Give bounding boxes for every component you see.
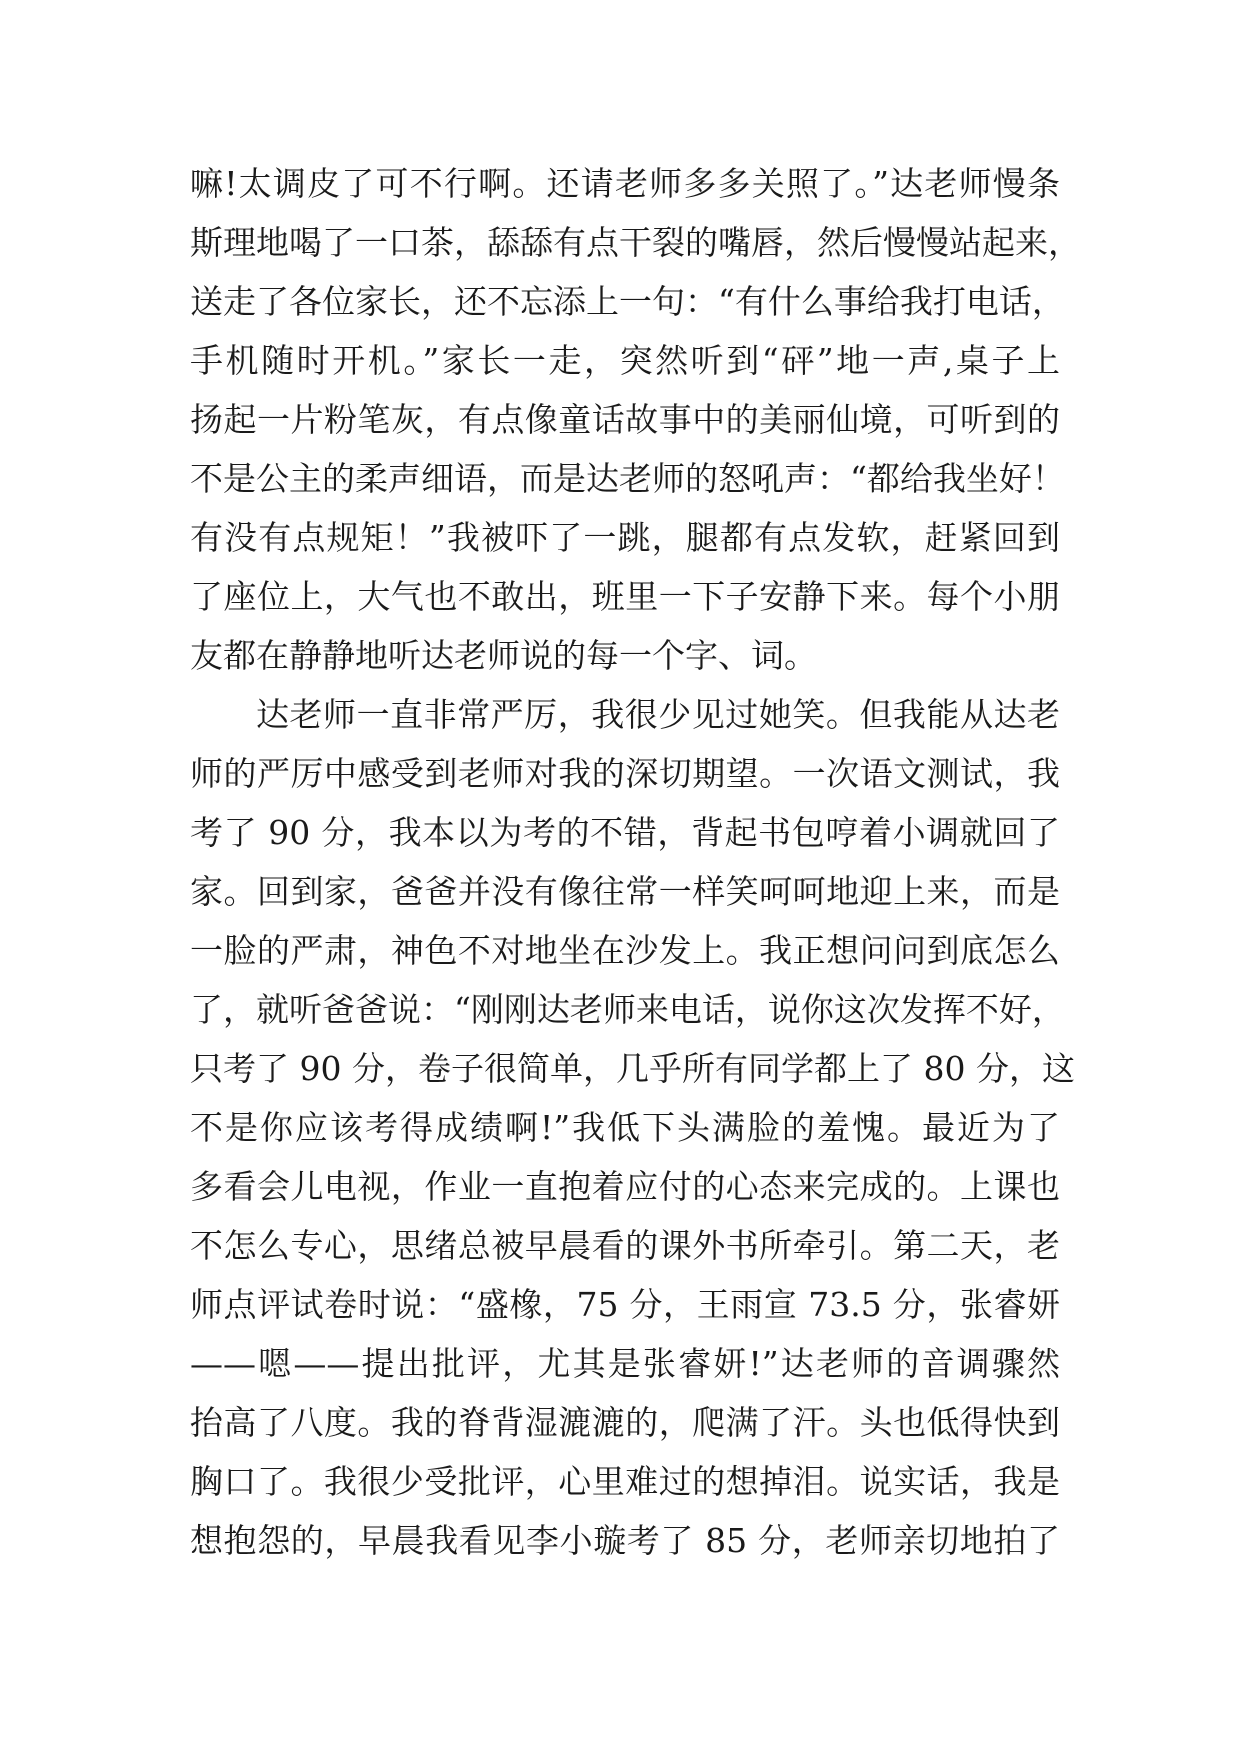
text-line: 师的严厉中感受到老师对我的深切期望。一次语文测试，我 <box>190 754 1060 793</box>
paragraph-first-line: 达老师一直非常严厉，我很少见过她笑。但我能从达老 <box>256 695 1060 734</box>
text-line: 嘛!太调皮了可不行啊。还请老师多多关照了。”达老师慢条 <box>190 164 1060 203</box>
text-line: 不是你应该考得成绩啊!”我低下头满脸的羞愧。最近为了 <box>190 1108 1060 1147</box>
text-line: 友都在静静地听达老师说的每一个字、词。 <box>190 636 817 675</box>
text-line: 手机随时开机。”家长一走，突然听到“砰”地一声,桌子上 <box>190 341 1060 380</box>
text-line: 一脸的严肃，神色不对地坐在沙发上。我正想问问到底怎么 <box>190 931 1060 970</box>
text-line: 想抱怨的，早晨我看见李小璇考了 85 分，老师亲切地拍了 <box>190 1521 1060 1560</box>
text-line: 不怎么专心，思绪总被早晨看的课外书所牵引。第二天，老 <box>190 1226 1060 1265</box>
text-line: 不是公主的柔声细语，而是达老师的怒吼声：“都给我坐好！ <box>190 459 1065 498</box>
text-line: 考了 90 分，我本以为考的不错，背起书包哼着小调就回了 <box>190 813 1060 852</box>
text-line: 师点评试卷时说：“盛橡，75 分，王雨宣 73.5 分，张睿妍 <box>190 1285 1060 1324</box>
body-text <box>190 154 1081 1570</box>
text-line: 只考了 90 分，卷子很简单，几乎所有同学都上了 80 分，这 <box>190 1049 1075 1088</box>
text-line: 了，就听爸爸说：“刚刚达老师来电话，说你这次发挥不好， <box>190 990 1065 1029</box>
text-line: 家。回到家，爸爸并没有像往常一样笑呵呵地迎上来，而是 <box>190 872 1060 911</box>
text-line: 抬高了八度。我的脊背湿漉漉的，爬满了汗。头也低得快到 <box>190 1403 1060 1442</box>
text-line: ——嗯——提出批评，尤其是张睿妍!”达老师的音调骤然 <box>190 1344 1060 1383</box>
text-line: 多看会儿电视，作业一直抱着应付的心态来完成的。上课也 <box>190 1167 1060 1206</box>
text-line: 胸口了。我很少受批评，心里难过的想掉泪。说实话，我是 <box>190 1462 1060 1501</box>
text-line: 扬起一片粉笔灰，有点像童话故事中的美丽仙境，可听到的 <box>190 400 1060 439</box>
text-line: 送走了各位家长，还不忘添上一句：“有什么事给我打电话， <box>190 282 1065 321</box>
text-line: 斯理地喝了一口茶，舔舔有点干裂的嘴唇，然后慢慢站起来， <box>190 223 1081 262</box>
text-line: 有没有点规矩！”我被吓了一跳，腿都有点发软，赶紧回到 <box>190 518 1060 557</box>
text-line: 了座位上，大气也不敢出，班里一下子安静下来。每个小朋 <box>190 577 1060 616</box>
